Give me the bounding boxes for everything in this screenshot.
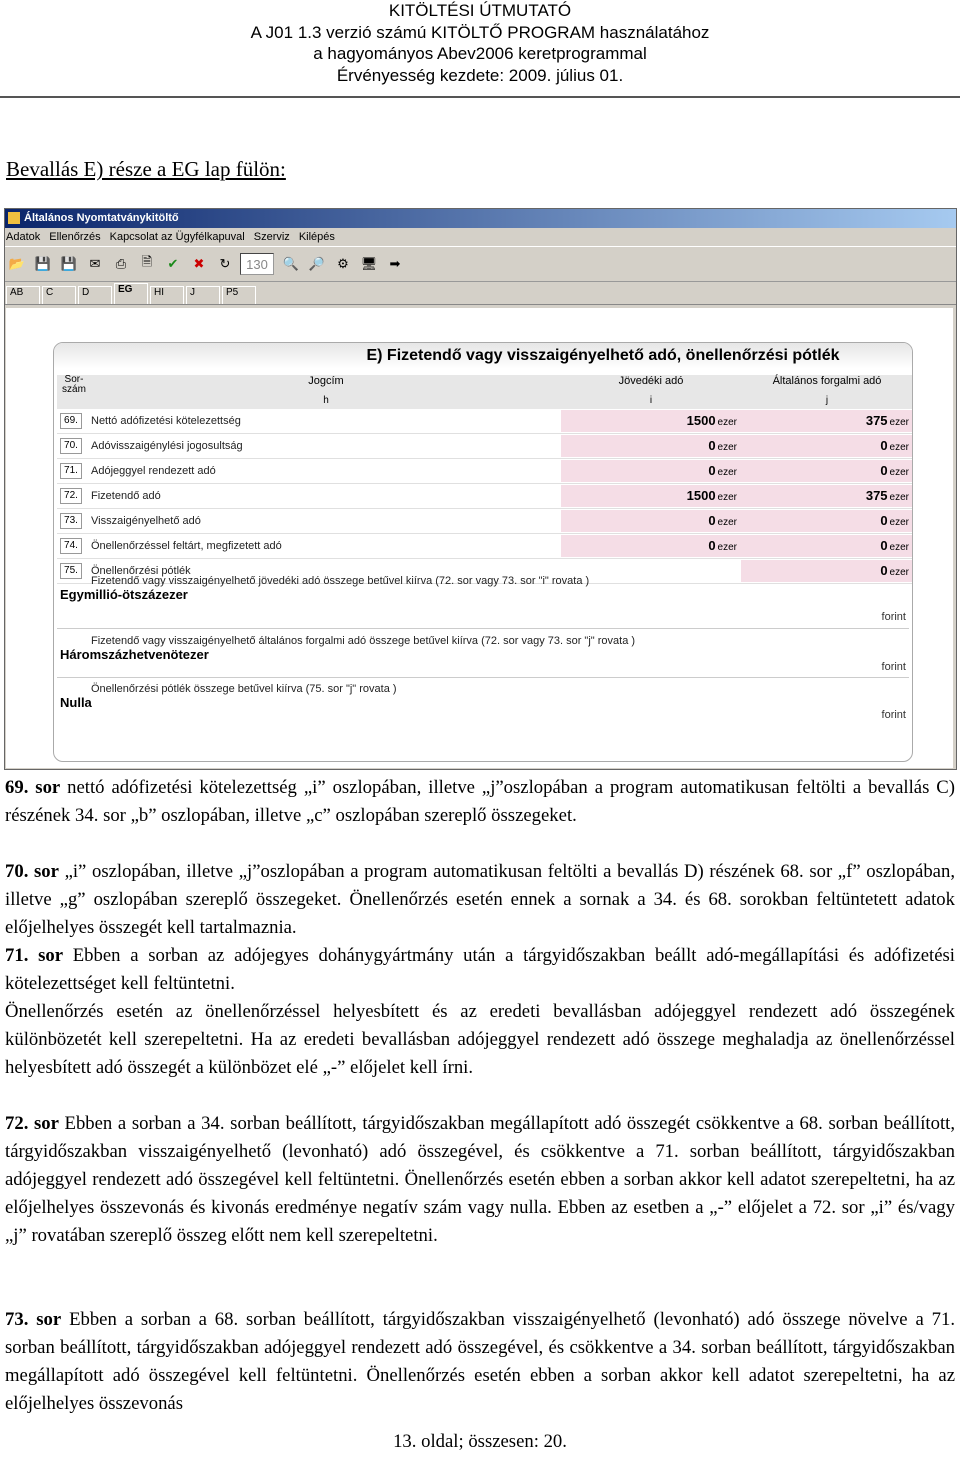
row-label: Visszaigényelhető adó bbox=[91, 515, 201, 527]
row-number: 75. bbox=[60, 563, 82, 579]
refresh-icon[interactable]: ↻ bbox=[219, 256, 231, 271]
form-table bbox=[57, 375, 913, 584]
paragraph-70: 70. sor „i” oszlopában, illetve „j”oszlopában a program automatikusan feltölti a bevallás D) részének 68. sor „f” oszlopában, illetve „g” oszlopában szereplő összegeket. Önellenőrzés esetén ennek a sornak a 34. és 68. sorokban feltüntetett adatok előjelhelyes összegét kell tartalmaznia. bbox=[5, 861, 955, 938]
field-j[interactable]: 0 ezer bbox=[741, 510, 913, 532]
document-header bbox=[0, 0, 960, 86]
row-ref-69: 69. sor bbox=[5, 777, 61, 798]
header-jovedeki-ado: Jövedéki adó bbox=[618, 375, 684, 387]
section-title: Bevallás E) része a EG lap fülön: bbox=[6, 157, 286, 181]
field-i[interactable]: 1500 ezer bbox=[561, 410, 741, 432]
table-row bbox=[57, 484, 913, 509]
app-icon bbox=[8, 212, 20, 224]
tab-c[interactable]: C bbox=[42, 286, 76, 304]
letter-i: i bbox=[649, 395, 653, 406]
page-tabs bbox=[4, 282, 957, 305]
field-j[interactable]: 375 ezer bbox=[741, 485, 913, 507]
row-label: Adóvisszaigénylési jogosultság bbox=[91, 440, 243, 452]
table-row bbox=[57, 459, 913, 484]
row-label: Önellenőrzéssel feltárt, megfizetett adó bbox=[91, 540, 282, 552]
check-value: Nulla bbox=[60, 695, 92, 710]
open-icon[interactable]: 📂 bbox=[8, 256, 26, 271]
check-value: Háromszázhetvenötezer bbox=[60, 647, 209, 662]
toolbar bbox=[4, 246, 957, 282]
table-row bbox=[57, 509, 913, 534]
header-afa: Általános forgalmi adó bbox=[772, 375, 882, 387]
check-block-jovedeki bbox=[57, 575, 909, 602]
row-label: Adójeggyel rendezett adó bbox=[91, 465, 216, 477]
table-letter-header bbox=[57, 395, 913, 409]
row-ref-72: 72. sor bbox=[5, 1113, 59, 1134]
tab-p5[interactable]: P5 bbox=[222, 286, 256, 304]
monitor-icon[interactable]: 🖥 bbox=[360, 256, 378, 271]
delete-icon[interactable]: ✖ bbox=[193, 256, 205, 271]
row-label: Nettó adófizetési kötelezettség bbox=[91, 415, 241, 427]
tab-d[interactable]: D bbox=[78, 286, 112, 304]
paragraph-73: 73. sor Ebben a sorban a 68. sorban beállított, tárgyidőszakban visszaigényelhető (levonható) adó összege növelve a 71. sorban beállított, tárgyidőszakban adójeggyel rendezett adó összegével, és csökkentve a 34. sorban beállított, tárgyidőszakban megállapított adó összegével kell feltüntetni. Önellenőrzés esetén ebben a sorban akkor kell adatot szerepeltetni, ha az előjelhelyes összevonás bbox=[5, 1309, 955, 1414]
window-title: Általános Nyomtatványkitöltő bbox=[24, 212, 179, 224]
letter-h: h bbox=[323, 395, 329, 406]
page-footer: 13. oldal; összesen: 20. bbox=[393, 1431, 567, 1452]
save-as-icon[interactable]: 💾 bbox=[60, 256, 78, 271]
field-i[interactable]: 0 ezer bbox=[561, 535, 741, 557]
row-label: Fizetendő adó bbox=[91, 490, 161, 502]
row-number: 73. bbox=[60, 513, 82, 529]
header-line-1: KITÖLTÉSI ÚTMUTATÓ bbox=[388, 1, 572, 20]
field-i[interactable]: 0 ezer bbox=[561, 460, 741, 482]
table-row bbox=[57, 434, 913, 459]
table-row bbox=[57, 534, 913, 559]
table-row bbox=[57, 409, 913, 434]
table-header bbox=[57, 375, 913, 395]
export-icon[interactable]: 🗎 bbox=[141, 254, 153, 269]
window-titlebar bbox=[4, 208, 957, 228]
check-block-afa bbox=[57, 635, 909, 662]
row-number: 71. bbox=[60, 463, 82, 479]
field-j[interactable]: 0 ezer bbox=[741, 560, 913, 582]
search-icon[interactable]: 🔍 bbox=[282, 256, 300, 271]
menu-ugyfelkapu[interactable]: Kapcsolat az Ügyfélkapuval bbox=[109, 231, 245, 243]
row-label: Önellenőrzési pótlék bbox=[91, 565, 191, 577]
check-label: Fizetendő vagy visszaigényelhető jövedéki adó összege betűvel kiírva (72. sor vagy 73. sor "i" rovata ) bbox=[91, 575, 590, 587]
header-line-3: a hagyományos Abev2006 keretprogrammal bbox=[313, 44, 647, 63]
paragraph-69: 69. sor nettó adófizetési kötelezettség „i” oszlopában, illetve „j”oszlopában a program automatikusan feltölti a bevallás C) részének 34. sor „b” oszlopában, illetve „c” oszlopában szereplő összegeket. bbox=[5, 777, 955, 826]
form-panel bbox=[53, 342, 913, 762]
row-number: 70. bbox=[60, 438, 82, 454]
header-rule bbox=[0, 96, 960, 98]
header-jogcim: Jogcím bbox=[308, 375, 344, 387]
row-ref-70: 70. sor bbox=[5, 861, 59, 882]
import-icon[interactable]: ✉ bbox=[89, 256, 101, 271]
save-icon[interactable]: 💾 bbox=[34, 256, 52, 271]
paragraph-71b: Önellenőrzés esetén az önellenőrzéssel helyesbített és az eredeti bevallásban adójeggyel rendezett adó összegének különbözetét kell szerepeltetni. Ha az eredeti bevallásban adójeggyel rendezett adó összege meghaladja az önellenőrzéssel helyesbített adó összegét a különbözet elé „-” előjelet kell írni. bbox=[5, 1001, 955, 1078]
settings-icon[interactable]: ⚙ bbox=[337, 256, 349, 271]
row-ref-73: 73. sor bbox=[5, 1309, 62, 1330]
header-line-2: A J01 1.3 verzió számú KITÖLTŐ PROGRAM használatához bbox=[250, 22, 710, 42]
header-line-4: Érvényesség kezdete: 2009. július 01. bbox=[336, 65, 624, 85]
currency-label: forint bbox=[881, 611, 906, 623]
form-area bbox=[6, 308, 953, 768]
menu-szerviz[interactable]: Szerviz bbox=[253, 231, 290, 243]
next-icon[interactable]: ➡ bbox=[389, 256, 401, 271]
currency-label: forint bbox=[881, 709, 906, 721]
app-window-screenshot bbox=[4, 208, 957, 770]
check-label: Önellenőrzési pótlék összege betűvel kiírva (75. sor "j" rovata ) bbox=[91, 683, 397, 695]
field-j[interactable]: 375 ezer bbox=[741, 410, 913, 432]
tab-hi[interactable]: HI bbox=[150, 286, 184, 304]
menu-adatok[interactable]: Adatok bbox=[6, 231, 41, 243]
field-i[interactable]: 0 ezer bbox=[561, 435, 741, 457]
row-number: 69. bbox=[60, 413, 82, 429]
paragraph-71: 71. sor Ebben a sorban az adójegyes dohánygyártmány után a tárgyidőszakban beállt adó-megállapítási és adófizetési kötelezettséget kell feltüntetni. bbox=[5, 945, 955, 994]
menu-kilepes[interactable]: Kilépés bbox=[298, 231, 335, 243]
check-label: Fizetendő vagy visszaigényelhető általános forgalmi adó összege betűvel kiírva (72. sor vagy 73. sor "j" rovata ) bbox=[91, 635, 636, 647]
row-ref-71: 71. sor bbox=[5, 945, 63, 966]
tab-ab[interactable]: AB bbox=[6, 286, 40, 304]
field-j[interactable]: 0 ezer bbox=[741, 460, 913, 482]
tab-j[interactable]: J bbox=[186, 286, 220, 304]
currency-label: forint bbox=[881, 661, 906, 673]
paragraph-72: 72. sor Ebben a sorban a 34. sorban beállított, tárgyidőszakban megállapított adó összegét csökkentve a 68. sorban beállított, tárgyidőszakban visszaigényelhető (levonható) adó összegével, és csökkentve a 71. sorban beállított, tárgyidőszakban adójeggyel rendezett adó összegével kell feltüntetni. Önellenőrzés esetén ebben a sorban akkor kell adatot szerepeltetni, ha az előjelhelyes összevonás és kivonás eredménye negatív szám vagy nulla. Ebben az esetben a „-” előjelet a 72. sor „i” és/vagy „j” rovatában szereplő összeg előtt nem kell szerepeltetni. bbox=[5, 1113, 955, 1246]
row-number: 74. bbox=[60, 538, 82, 554]
field-j[interactable]: 0 ezer bbox=[741, 435, 913, 457]
menubar bbox=[4, 228, 957, 246]
form-title: E) Fizetendő vagy visszaigényelhető adó, önellenőrzési pótlék bbox=[54, 343, 912, 369]
check-block-potlek bbox=[57, 683, 909, 710]
field-i[interactable]: 1500 ezer bbox=[561, 485, 741, 507]
check-value: Egymillió-ötszázezer bbox=[60, 587, 188, 602]
tab-eg[interactable]: EG bbox=[114, 283, 148, 304]
field-i[interactable]: 0 ezer bbox=[561, 510, 741, 532]
print-icon[interactable]: ⎙ bbox=[115, 256, 127, 271]
row-number: 72. bbox=[60, 488, 82, 504]
header-sorszam: Sor- szám bbox=[62, 374, 86, 395]
zoom-in-icon[interactable]: 🔎 bbox=[308, 256, 326, 271]
field-j[interactable]: 0 ezer bbox=[741, 535, 913, 557]
letter-j: j bbox=[825, 395, 829, 406]
check-icon[interactable]: ✔ bbox=[167, 256, 179, 271]
zoom-input[interactable]: 130 bbox=[240, 253, 274, 275]
menu-ellenorzes[interactable]: Ellenőrzés bbox=[49, 231, 101, 243]
